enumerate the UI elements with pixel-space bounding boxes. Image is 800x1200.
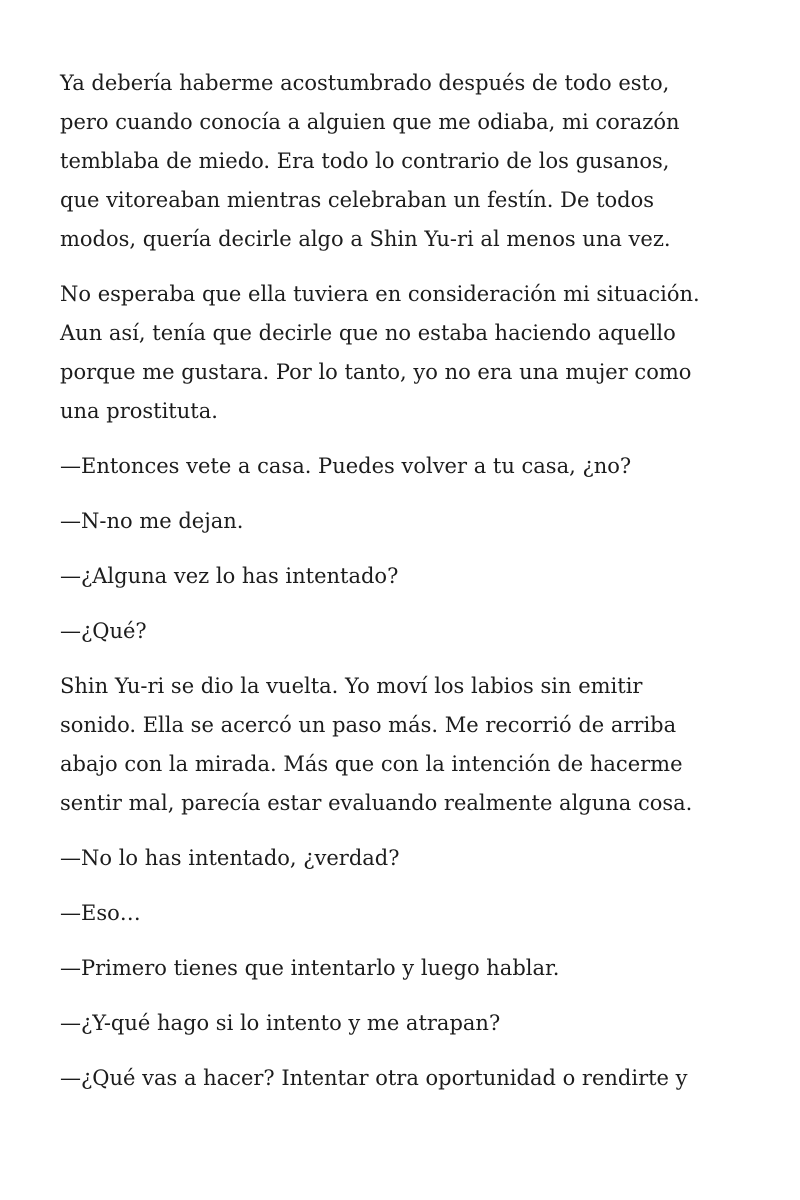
text-line: —¿Y-qué hago si lo intento y me atrapan?	[60, 1011, 501, 1035]
text-line: —Primero tienes que intentarlo y luego hablar.	[60, 956, 560, 980]
text-line: una prostituta.	[60, 399, 218, 423]
text-line: —¿Qué vas a hacer? Intentar otra oportunidad o rendirte y	[60, 1066, 688, 1090]
text-line: que vitoreaban mientras celebraban un festín. De todos	[60, 188, 655, 212]
text-line: temblaba de miedo. Era todo lo contrario de los gusanos,	[60, 149, 670, 173]
text-line: —Entonces vete a casa. Puedes volver a tu casa, ¿no?	[60, 454, 632, 478]
text-line: Aun así, tenía que decirle que no estaba haciendo aquello	[60, 321, 676, 345]
text-line: No esperaba que ella tuviera en consideración mi situación.	[60, 282, 700, 306]
paragraph	[60, 275, 760, 431]
dialogue-line	[60, 557, 760, 596]
text-line: —¿Alguna vez lo has intentado?	[60, 564, 399, 588]
text-line: —N-no me dejan.	[60, 509, 244, 533]
dialogue-line	[60, 894, 760, 933]
text-line: sonido. Ella se acercó un paso más. Me recorrió de arriba	[60, 713, 677, 737]
text-line: Shin Yu-ri se dio la vuelta. Yo moví los labios sin emitir	[60, 674, 643, 698]
text-line: porque me gustara. Por lo tanto, yo no era una mujer como	[60, 360, 692, 384]
dialogue-line	[60, 1059, 760, 1098]
dialogue-line	[60, 612, 760, 651]
dialogue-line	[60, 839, 760, 878]
dialogue-line	[60, 447, 760, 486]
dialogue-line	[60, 502, 760, 541]
text-line: Ya debería haberme acostumbrado después de todo esto,	[60, 71, 670, 95]
text-line: modos, quería decirle algo a Shin Yu-ri al menos una vez.	[60, 227, 671, 251]
text-line: —Eso…	[60, 901, 141, 925]
dialogue-line	[60, 1004, 760, 1043]
text-line: sentir mal, parecía estar evaluando realmente alguna cosa.	[60, 791, 693, 815]
text-line: —No lo has intentado, ¿verdad?	[60, 846, 400, 870]
document-body	[60, 64, 760, 1114]
paragraph	[60, 667, 760, 823]
text-line: abajo con la mirada. Más que con la intención de hacerme	[60, 752, 683, 776]
dialogue-line	[60, 949, 760, 988]
paragraph	[60, 64, 760, 259]
text-line: —¿Qué?	[60, 619, 147, 643]
text-line: pero cuando conocía a alguien que me odiaba, mi corazón	[60, 110, 680, 134]
